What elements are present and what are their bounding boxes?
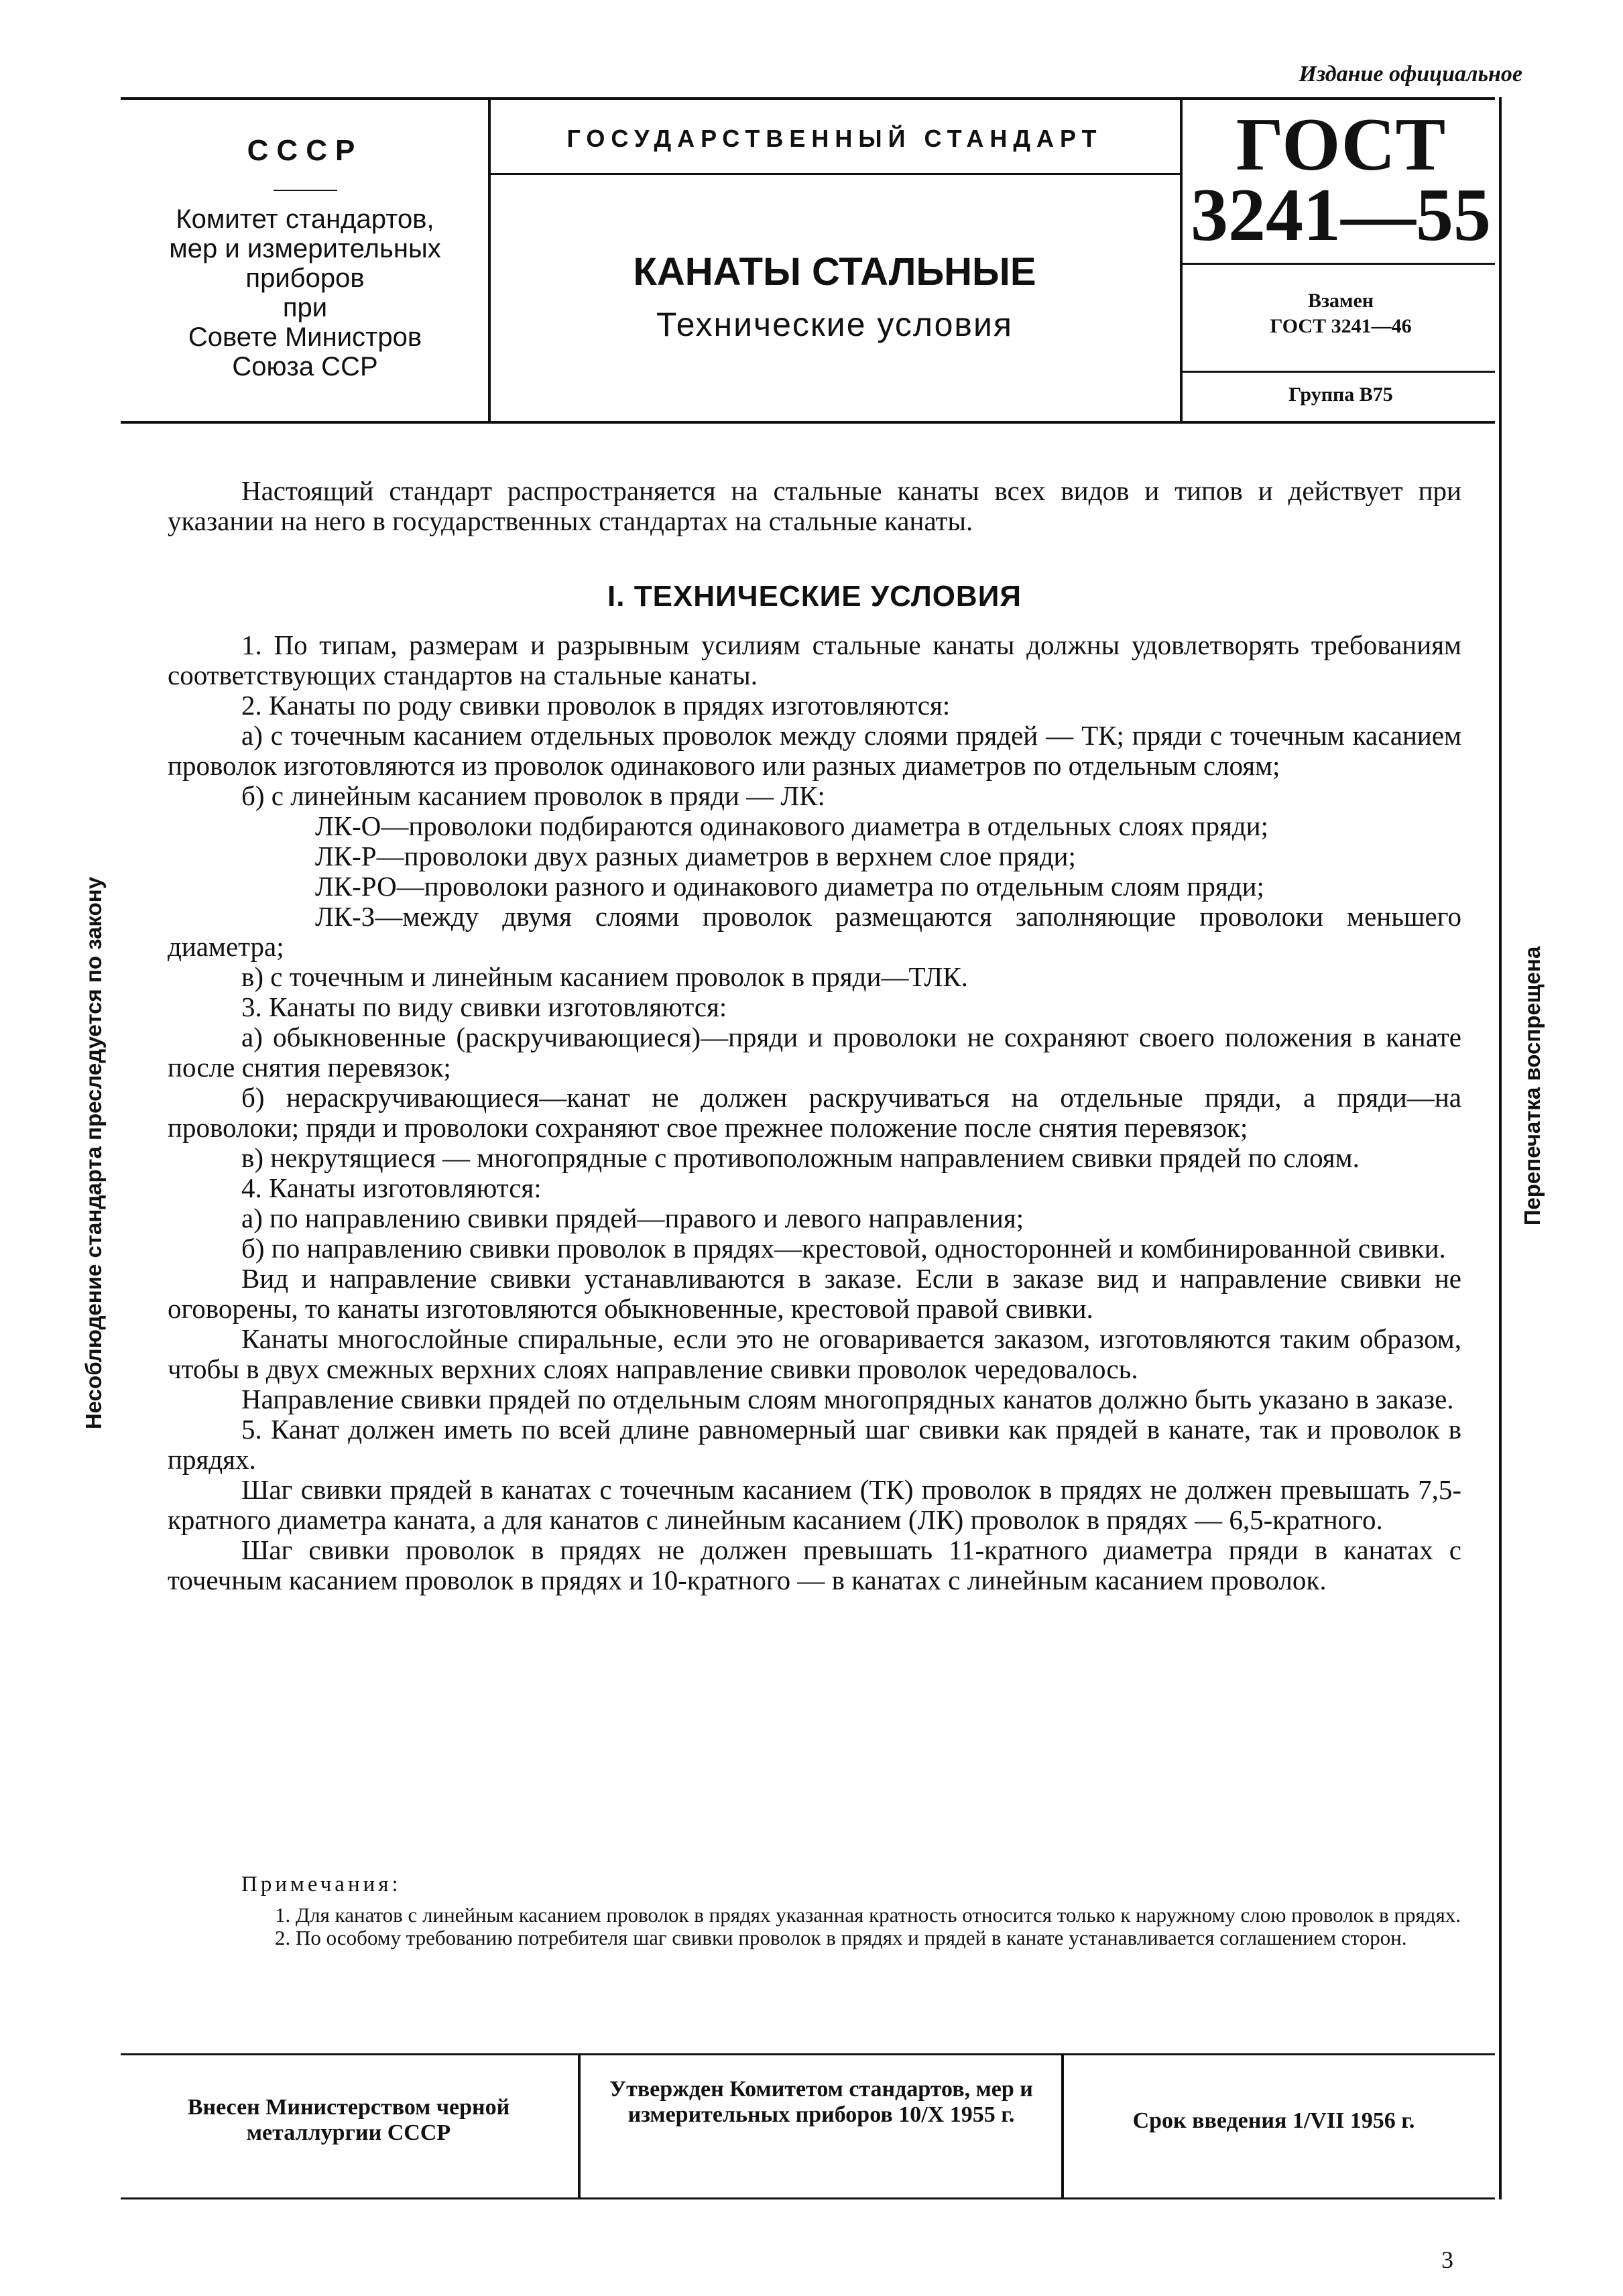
- notes-title: Примечания:: [241, 1872, 402, 1896]
- replaces-block: [1187, 288, 1495, 339]
- group-label: Группа В75: [1288, 383, 1393, 406]
- note-item: 2. По особому требованию потребителя шаг свивки проволок в прядях и прядей в канате устанавливается соглашением сторон.: [275, 1926, 1407, 1949]
- paragraph: а) по направлению свивки прядей—правого и левого направления;: [241, 1203, 1024, 1233]
- side-legal-notice: Несоблюдение стандарта преследуется по закону: [81, 876, 106, 1430]
- paragraph: б) нераскручивающиеся—канат не должен раскручиваться на отдельные пряди, а пряди—на проволоки; пряди и проволоки сохраняют свое прежнее положение после снятия перевязок;: [168, 1082, 1461, 1143]
- paragraph: в) с точечным и линейным касанием проволок в пряди—ТЛК.: [241, 961, 968, 992]
- header-bottom-border: [121, 421, 1495, 424]
- replaces-label: Взамен: [1307, 290, 1374, 312]
- country-label: СССР: [247, 134, 363, 167]
- header-top-border: [121, 97, 1495, 100]
- footer-top-border: [121, 2053, 1495, 2055]
- org-line: приборов: [245, 263, 365, 293]
- footer-approved: Утвержден Комитетом стандартов, мер и измерительных приборов 10/X 1955 г.: [609, 2077, 1033, 2127]
- paragraph: б) с линейным касанием проволок в пряди — ЛК:: [241, 780, 825, 811]
- side-reprint-notice: Перепечатка воспрещена: [1520, 946, 1545, 1226]
- org-line: Комитет стандартов,: [176, 204, 434, 234]
- notes-block: [241, 1904, 1461, 1949]
- organization-block: [121, 204, 489, 381]
- footer-bottom-border: [121, 2197, 1495, 2199]
- paragraph: в) некрутящиеся — многопрядные с противоположным направлением свивки прядей по слоям.: [241, 1142, 1360, 1173]
- header-mid-divider: [489, 173, 1180, 175]
- replaces-number: ГОСТ 3241—46: [1270, 315, 1412, 337]
- footer-divider-2: [1061, 2053, 1064, 2199]
- page-number: 3: [1441, 2246, 1453, 2273]
- gost-divider: [1181, 263, 1495, 265]
- org-line: мер и измерительных: [169, 234, 441, 263]
- org-line: Союза ССР: [232, 352, 378, 381]
- replace-divider: [1181, 371, 1495, 373]
- paragraph: а) обыкновенные (раскручивающиеся)—пряди и проволоки не сохраняют своего положения в канате после снятия перевязок;: [168, 1022, 1461, 1083]
- intro-block: [168, 476, 1461, 536]
- paragraph: 4. Канаты изготовляются:: [241, 1172, 542, 1203]
- footer-effective: Срок введения 1/VII 1956 г.: [1132, 2108, 1415, 2133]
- ussr-underline: [274, 190, 337, 191]
- header-divider-2: [1180, 97, 1183, 424]
- document-title: КАНАТЫ СТАЛЬНЫЕ: [633, 250, 1036, 294]
- paragraph: Канаты многослойные спиральные, если это не оговаривается заказом, изготовляются таким образом, чтобы в двух смежных верхних слоях направление свивки проволок чередовалось.: [168, 1323, 1461, 1384]
- section-title: I. ТЕХНИЧЕСКИЕ УСЛОВИЯ: [607, 580, 1022, 613]
- paragraph-sub: ЛК-З—между двумя слоями проволок размещаются заполняющие проволоки меньшего диаметра;: [168, 901, 1461, 962]
- paragraph-sub: ЛК-О—проволоки подбираются одинакового диаметра в отдельных слоях пряди;: [315, 810, 1269, 841]
- paragraph-sub: ЛК-Р—проволоки двух разных диаметров в верхнем слое пряди;: [315, 841, 1076, 871]
- org-line: Совете Министров: [188, 322, 422, 352]
- paragraph: Вид и направление свивки устанавливаются в заказе. Если в заказе вид и направление свивки не оговорены, то канаты изготовляются обыкновенные, крестовой правой свивки.: [168, 1263, 1461, 1324]
- main-text: [168, 630, 1461, 1595]
- note-item: 1. Для канатов с линейным касанием проволок в прядях указанная кратность относится только к наружному слою проволок в прядях.: [275, 1903, 1461, 1927]
- paragraph: 5. Канат должен иметь по всей длине равномерный шаг свивки как прядей в канате, так и проволок в прядях.: [168, 1414, 1461, 1475]
- paragraph: Шаг свивки проволок в прядях не должен превышать 11-кратного диаметра пряди в канатах с точечным касанием проволок в прядях и 10-кратного — в канатах с линейным касанием проволок.: [168, 1534, 1461, 1595]
- edition-label: Издание официальное: [1299, 62, 1522, 86]
- footer-introduced: Внесен Министерством черной металлургии СССР: [187, 2095, 510, 2145]
- footer-divider-1: [578, 2053, 581, 2199]
- paragraph: 1. По типам, размерам и разрывным усилиям стальные канаты должны удовлетворять требованиям соответствующих стандартов на стальные канаты.: [168, 629, 1461, 690]
- paragraph: а) с точечным касанием отдельных проволок между слоями прядей — ТК; пряди с точечным касанием проволок изготовляются из проволок одинакового или разных диаметров по отдельным слоям;: [168, 720, 1461, 781]
- intro-paragraph: Настоящий стандарт распространяется на стальные канаты всех видов и типов и действует при указании на него в государственных стандартах на стальные канаты.: [168, 475, 1461, 536]
- gost-number: 3241—55: [1191, 174, 1491, 257]
- document-subtitle: Технические условия: [656, 306, 1013, 343]
- paragraph-sub: ЛК-РО—проволоки разного и одинакового диаметра по отдельным слоям пряди;: [315, 871, 1264, 902]
- org-line: при: [282, 293, 328, 322]
- gost-label: ГОСТ: [1236, 103, 1446, 186]
- standard-type: ГОСУДАРСТВЕННЫЙ СТАНДАРТ: [566, 125, 1103, 152]
- paragraph: 3. Канаты по виду свивки изготовляются:: [241, 991, 727, 1022]
- paragraph: 2. Канаты по роду свивки проволок в прядях изготовляются:: [241, 690, 951, 721]
- paragraph: Шаг свивки прядей в канатах с точечным касанием (ТК) проволок в прядях не должен превышать 7,5-кратного диаметра каната, а для канатов с линейным касанием (ЛК) проволок в прядях — 6,5-кратного.: [168, 1474, 1461, 1535]
- paragraph: Направление свивки прядей по отдельным слоям многопрядных канатов должно быть указано в заказе.: [241, 1384, 1454, 1414]
- page-right-rule: [1499, 97, 1502, 2199]
- paragraph: б) по направлению свивки проволок в прядях—крестовой, односторонней и комбинированной свивки.: [241, 1233, 1446, 1264]
